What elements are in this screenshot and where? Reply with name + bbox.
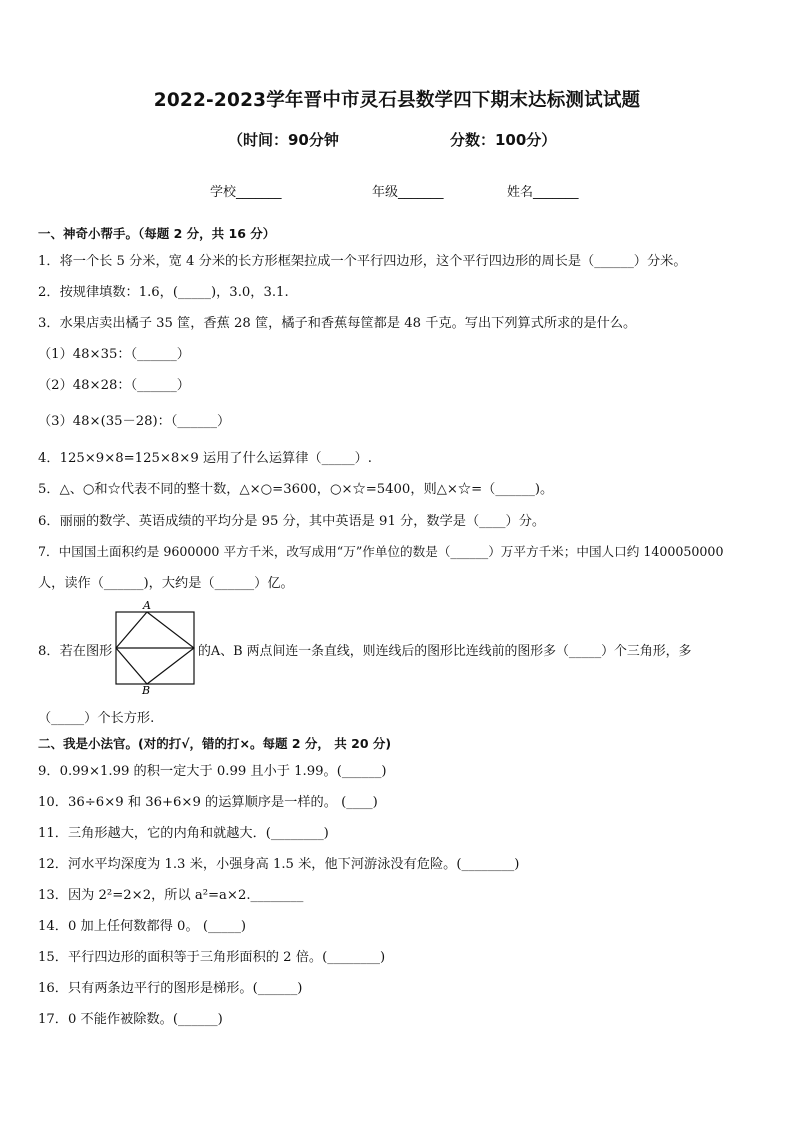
point-a-label: A bbox=[143, 600, 151, 612]
question-3-part-2: （2）48×28：（______） bbox=[38, 378, 190, 393]
question-14: 14．0 加上任何数都得 0。 (_____) bbox=[38, 919, 247, 934]
question-3: 3．水果店卖出橘子 35 筐，香蕉 28 筐，橘子和香蕉每筐都是 48 千克。写出下列算式所求的是什么。 bbox=[38, 316, 637, 331]
question-16: 16．只有两条边平行的图形是梯形。(______) bbox=[38, 981, 303, 996]
question-13: 13．因为 2²=2×2，所以 a²=a×2.________ bbox=[38, 888, 304, 903]
question-5: 5．△、○和☆代表不同的整十数，△×○=3600，○×☆=5400，则△×☆=（______)。 bbox=[38, 482, 554, 497]
name-field: 姓名_______ bbox=[507, 185, 579, 200]
question-15: 15．平行四边形的面积等于三角形面积的 2 倍。(________) bbox=[38, 950, 386, 965]
question-11: 11．三角形越大，它的内角和就越大．(________) bbox=[38, 826, 329, 841]
question-8-before: 8．若在图形 bbox=[38, 644, 113, 659]
question-7-line-2: 人，读作（______)，大约是（______）亿。 bbox=[38, 576, 294, 591]
question-2: 2．按规律填数：1.6，(_____)，3.0，3.1. bbox=[38, 285, 289, 300]
question-4: 4．125×9×8=125×8×9 运用了什么运算律（_____）. bbox=[38, 451, 372, 466]
section-1-heading: 一、神奇小帮手。（每题 2 分，共 16 分） bbox=[38, 226, 276, 241]
point-b-label: B bbox=[142, 684, 151, 694]
exam-score: 分数：100分） bbox=[450, 131, 557, 149]
grade-field: 年级_______ bbox=[372, 185, 444, 200]
question-8-line-2: （_____）个长方形. bbox=[38, 711, 155, 726]
question-1: 1．将一个长 5 分米，宽 4 分米的长方形框架拉成一个平行四边形，这个平行四边形的周长是（______）分米。 bbox=[38, 254, 687, 269]
question-9: 9．0.99×1.99 的积一定大于 0.99 且小于 1.99。(______) bbox=[38, 764, 387, 779]
question-17: 17．0 不能作被除数。(______) bbox=[38, 1012, 223, 1027]
question-12: 12．河水平均深度为 1.3 米，小强身高 1.5 米，他下河游泳没有危险。(________) bbox=[38, 857, 520, 872]
question-3-part-1: （1）48×35：（______） bbox=[38, 347, 190, 362]
rectangle-rhombus-figure bbox=[112, 600, 198, 694]
school-field: 学校_______ bbox=[210, 185, 282, 200]
question-3-part-3: （3）48×(35－28)：（______） bbox=[38, 414, 231, 429]
question-7-line-1: 7．中国国土面积约是 9600000 平方千米，改写成用“万”作单位的数是（______）万平方千米；中国人口约 1400050000 bbox=[38, 544, 724, 559]
exam-time: （时间：90分钟 bbox=[228, 131, 339, 149]
question-8-after: 的A、B 两点间连一条直线，则连线后的图形比连线前的图形多（_____）个三角形，多 bbox=[198, 644, 692, 659]
question-10: 10．36÷6×9 和 36+6×9 的运算顺序是一样的。 (____) bbox=[38, 795, 378, 810]
page-title: 2022-2023学年晋中市灵石县数学四下期末达标测试试题 bbox=[153, 90, 641, 111]
section-2-heading: 二、我是小法官。(对的打√，错的打×。每题 2 分， 共 20 分) bbox=[38, 736, 392, 751]
question-6: 6．丽丽的数学、英语成绩的平均分是 95 分，其中英语是 91 分，数学是（____）分。 bbox=[38, 514, 546, 529]
